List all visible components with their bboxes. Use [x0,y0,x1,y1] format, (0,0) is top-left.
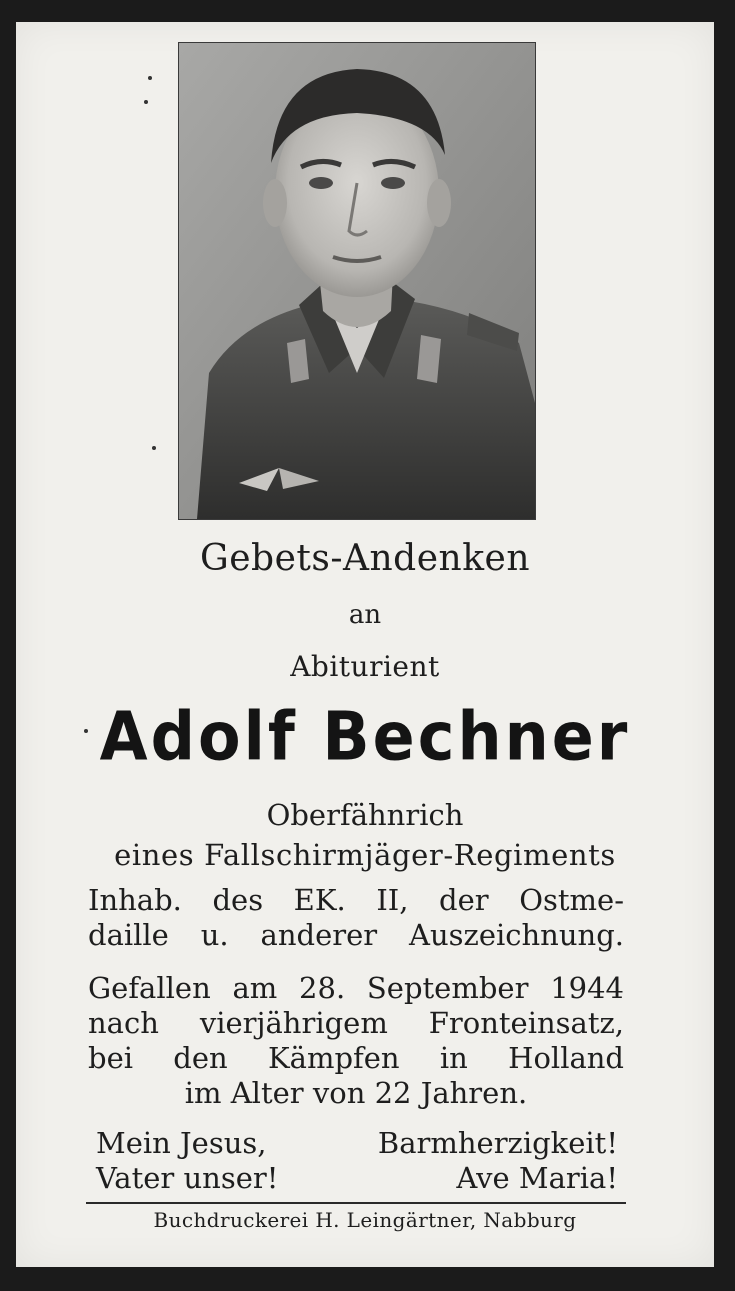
honors-text [88,883,624,953]
divider-rule [86,1202,626,1204]
prayer-line-2 [96,1161,618,1196]
death-line: im Alter von 22 Jahren. [184,1076,528,1110]
prayer-line-1 [96,1126,618,1161]
prayer-vater-unser: Vater unser! [96,1161,279,1195]
portrait-illustration [179,43,535,519]
military-unit: eines Fallschirmjäger-Regiments [114,838,616,872]
preposition-an: an [348,600,382,630]
portrait-photo [178,42,536,520]
ink-speck [144,100,148,104]
printer-credit: Buchdruckerei H. Leingärtner, Nabburg [153,1208,577,1232]
prayer-jesus: Mein Jesus, [96,1126,267,1160]
card-paper [16,22,714,1267]
ink-speck [84,729,88,733]
honors-line: daille u. anderer Auszeichnung. [88,918,624,952]
death-text [88,971,624,1111]
death-line: Gefallen am 28. September 1944 [88,971,624,1005]
death-line: bei den Kämpfen in Holland [88,1041,624,1075]
honors-line: Inhab. des EK. II, der Ostme- [88,883,624,917]
death-line: nach vierjährigem Fronteinsatz, [88,1006,624,1040]
heading-gebets-andenken: Gebets-Andenken [199,538,531,579]
ink-speck [152,446,156,450]
prayer-ave-maria: Ave Maria! [456,1161,618,1195]
ink-speck [148,76,152,80]
military-rank: Oberfähnrich [266,798,464,832]
title-abiturient: Abiturient [290,650,440,683]
prayer-barmherzigkeit: Barmherzigkeit! [377,1126,618,1160]
deceased-name: Adolf Bechner [99,697,631,776]
prayer-text [96,1126,618,1196]
